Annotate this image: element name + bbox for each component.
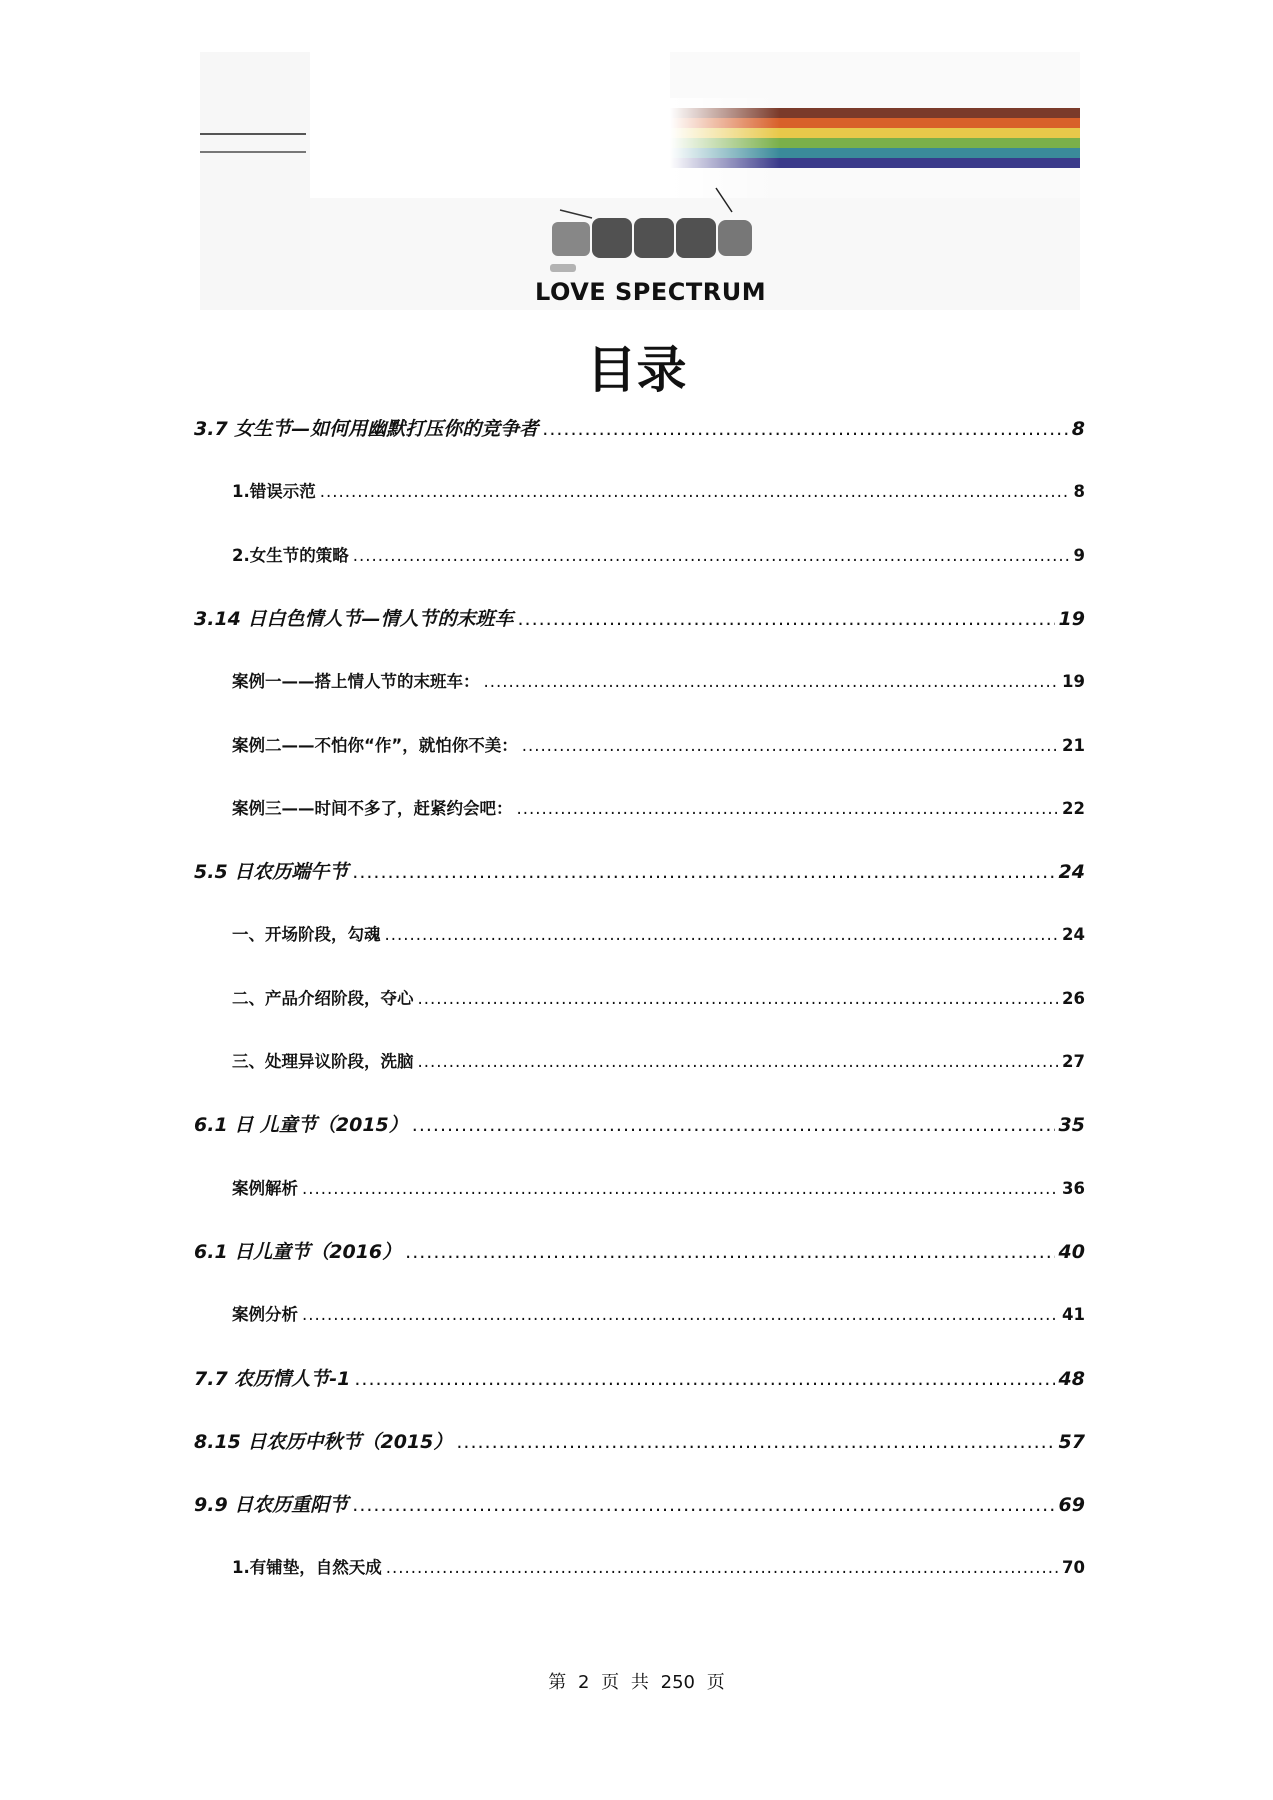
toc-page-number: 22: [1062, 798, 1085, 818]
toc-dot-leader: [320, 475, 1070, 509]
toc-page-number: 35: [1058, 1114, 1085, 1137]
toc-entry-label: 8.15 日农历中秋节（2015）: [194, 1430, 453, 1453]
toc-entry-label: 三、处理异议阶段，洗脑: [232, 1052, 414, 1071]
toc-entry-label: 一、开场阶段，勾魂: [232, 925, 381, 945]
toc-chapter-entry[interactable]: [194, 1362, 1085, 1396]
toc-dot-leader: [302, 1172, 1058, 1206]
toc-section-entry[interactable]: [232, 729, 1085, 763]
toc-section-entry[interactable]: [232, 539, 1085, 573]
toc-dot-leader: [386, 1551, 1058, 1585]
toc-section-entry[interactable]: [232, 1045, 1085, 1079]
toc-dot-leader: [302, 1298, 1058, 1332]
toc-section-entry[interactable]: [232, 1551, 1085, 1585]
toc-chapter-entry[interactable]: [194, 1108, 1085, 1142]
toc-dot-leader: [522, 729, 1058, 763]
toc-dot-leader: [518, 602, 1055, 636]
toc-page-number: 36: [1062, 1178, 1085, 1198]
toc-section-entry[interactable]: [232, 1298, 1085, 1332]
toc-entry-label: 案例解析: [232, 1178, 298, 1198]
toc-page-number: 19: [1058, 607, 1085, 630]
toc-dot-leader: [352, 855, 1054, 889]
toc-page-number: 24: [1062, 925, 1085, 945]
toc-entry-label: 1.错误示范: [232, 482, 316, 502]
toc-chapter-entry[interactable]: [194, 1235, 1085, 1269]
toc-entry-label: 9.9 日农历重阳节: [194, 1494, 349, 1517]
toc-entry-label: 二、产品介绍阶段，夺心: [232, 988, 414, 1008]
toc-chapter-entry[interactable]: [194, 602, 1085, 636]
toc-dot-leader: [517, 792, 1059, 826]
toc-page-number: 41: [1062, 1305, 1085, 1325]
toc-section-entry[interactable]: [232, 792, 1085, 826]
toc-page-number: 26: [1062, 988, 1085, 1008]
toc-dot-leader: [354, 1362, 1054, 1396]
toc-dot-leader: [385, 918, 1059, 952]
toc-entry-label: 案例三——时间不多了，赶紧约会吧：: [232, 798, 513, 818]
toc-page-number: 24: [1058, 861, 1085, 884]
logo-graphic: [200, 52, 1080, 310]
toc-dot-leader: [484, 665, 1059, 699]
header-banner: [200, 52, 1080, 310]
toc-page-number: 69: [1058, 1494, 1085, 1517]
toc-dot-leader: [456, 1425, 1054, 1459]
toc-dot-leader: [418, 1045, 1059, 1079]
toc-section-entry[interactable]: [232, 475, 1085, 509]
banner-panel-left: [200, 52, 310, 310]
page-title: 目录: [586, 341, 687, 399]
toc-section-entry[interactable]: [232, 665, 1085, 699]
toc-entry-label: 2.女生节的策略: [232, 545, 349, 565]
toc-dot-leader: [352, 1488, 1054, 1522]
toc-page-number: 40: [1058, 1240, 1085, 1263]
toc-entry-label: 1.有铺垫，自然天成: [232, 1558, 382, 1578]
toc-page-number: 21: [1062, 735, 1085, 755]
toc-entry-label: 7.7 农历情人节-1: [194, 1367, 351, 1390]
toc-entry-label: 案例一——搭上情人节的末班车：: [232, 672, 480, 692]
toc-entry-label: 3.7 女生节—如何用幽默打压你的竞争者: [194, 418, 539, 440]
page-footer: 第 2 页 共 250 页: [548, 1672, 725, 1693]
toc-dot-leader: [542, 412, 1067, 446]
toc-dot-leader: [353, 539, 1070, 573]
toc-page-number: 19: [1062, 672, 1085, 692]
toc-entry-label: 6.1 日 儿童节（2015）: [194, 1114, 408, 1137]
toc-page-number: 48: [1058, 1367, 1085, 1390]
toc-entry-label: 5.5 日农历端午节: [194, 861, 349, 884]
toc-entry-label: 6.1 日儿童节（2016）: [194, 1240, 402, 1263]
rainbow-fade: [670, 98, 780, 198]
brand-text: LOVE SPECTRUM: [535, 278, 767, 306]
toc-page-number: 70: [1062, 1558, 1085, 1578]
toc-entry-label: 案例分析: [232, 1305, 298, 1325]
toc-page-number: 8: [1071, 418, 1085, 440]
toc-dot-leader: [405, 1235, 1054, 1269]
toc-section-entry[interactable]: [232, 982, 1085, 1016]
toc-page-number: 57: [1058, 1430, 1085, 1453]
toc-chapter-entry[interactable]: [194, 1488, 1085, 1522]
toc-page-number: 27: [1062, 1052, 1085, 1071]
toc-entry-label: 案例二——不怕你“作”，就怕你不美：: [232, 735, 518, 755]
toc-chapter-entry[interactable]: [194, 855, 1085, 889]
toc-page-number: 8: [1073, 482, 1085, 502]
toc-page-number: 9: [1073, 545, 1085, 565]
toc-chapter-entry[interactable]: [194, 1425, 1085, 1459]
toc-dot-leader: [418, 982, 1059, 1016]
toc-section-entry[interactable]: [232, 1172, 1085, 1206]
toc-entry-label: 3.14 日白色情人节—情人节的末班车: [194, 607, 514, 630]
toc-dot-leader: [412, 1108, 1055, 1142]
toc-chapter-entry[interactable]: [194, 412, 1085, 446]
toc-section-entry[interactable]: [232, 918, 1085, 952]
